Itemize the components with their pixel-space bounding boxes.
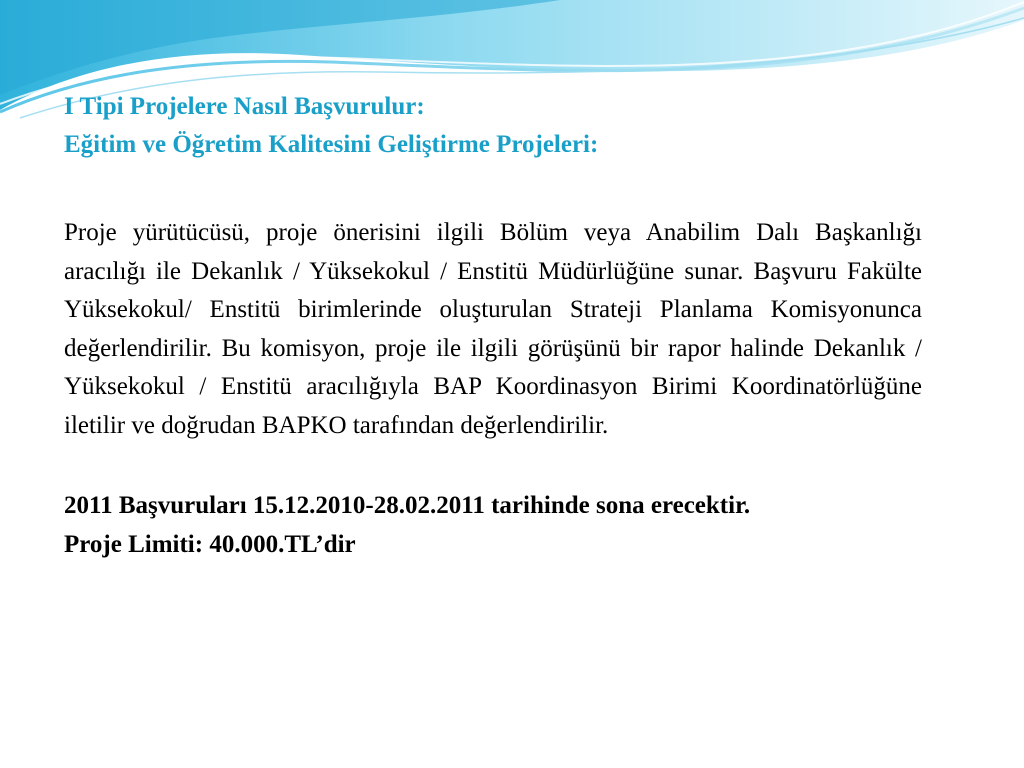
deadline-paragraph: 2011 Başvuruları 15.12.2010-28.02.2011 tarihinde sona erecektir. bbox=[64, 492, 751, 519]
application-procedure-paragraph: Proje yürütücüsü, proje önerisini ilgili Bölüm veya Anabilim Dalı Başkanlığı aracılığı ile Dekanlık / Yüksekokul / Enstitü Müdürlüğüne sunar. Başvuru Fakülte Yüksekokul/ Enstitü birimlerinde oluşturulan Strateji Planlama Komisyonunca değerlendirilir. Bu komisyon, proje ile ilgili görüşünü bir rapor halinde Dekanlık / Yüksekokul / Enstitü aracılığıyla BAP Koordinasyon Birimi Koordinatörlüğüne iletilir ve doğrudan BAPKO tarafından değerlendirilir. bbox=[64, 219, 922, 439]
project-limit-text: Proje Limiti: 40.000.TL’dir bbox=[64, 530, 356, 558]
slide-title: I Tipi Projelere Nasıl Başvurulur: bbox=[64, 93, 425, 120]
slide-subtitle: Eğitim ve Öğretim Kalitesini Geliştirme Projeleri: bbox=[64, 131, 599, 158]
slide-content bbox=[64, 88, 922, 564]
